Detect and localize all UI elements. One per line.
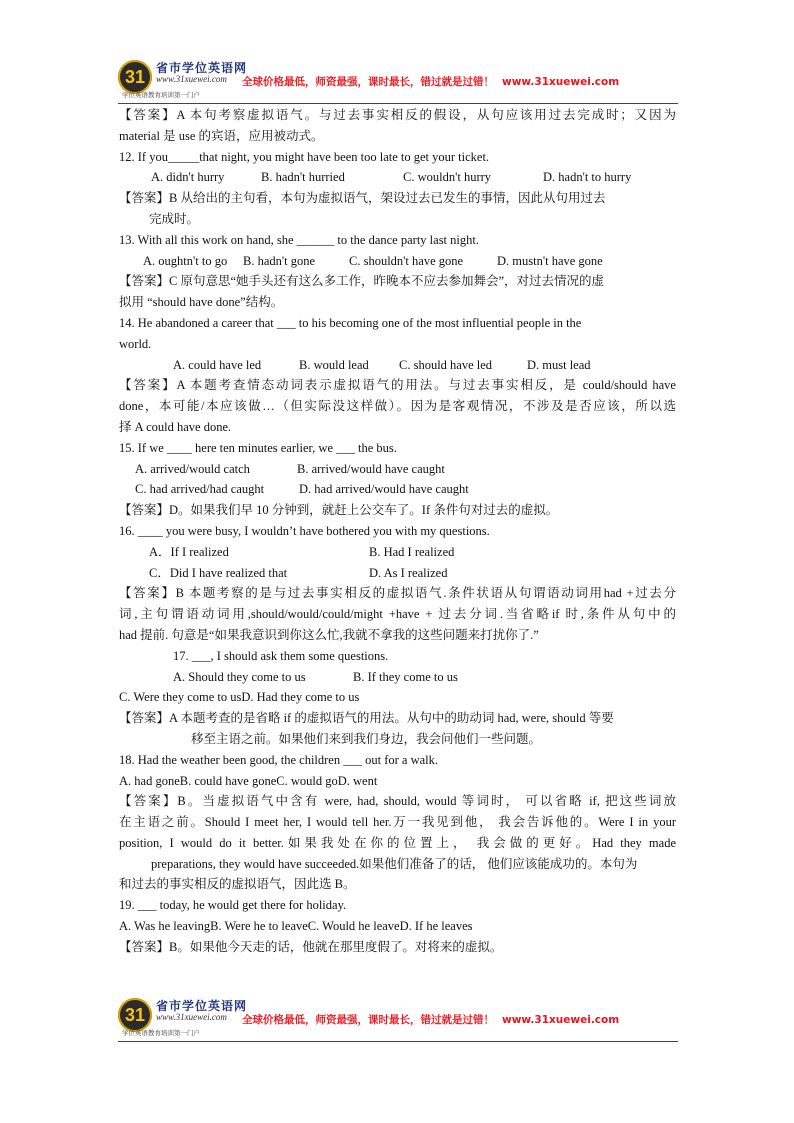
text-line: had 提前. 句意是“如果我意识到你这么忙,我就不拿我的这些问题来打扰你了.” xyxy=(119,627,539,642)
document-body xyxy=(119,105,676,958)
answer-option: D. mustn't have gone xyxy=(497,253,603,268)
text-line: 【答案】B。如果他今天走的话，他就在那里度假了。对将来的虚拟。 xyxy=(119,939,503,954)
text-line: 18. Had the weather been good, the children ___ out for a walk. xyxy=(119,752,438,767)
text-line: 拟用 “should have done”结构。 xyxy=(119,295,284,310)
options-row xyxy=(119,459,676,480)
text-line: 完成时。 xyxy=(149,211,200,226)
text-line: done，本可能/本应该做…（但实际没这样做）。因为是客观情况，不涉及是否应该，所以选 xyxy=(119,399,676,414)
answer-option: A．If I realized xyxy=(149,544,229,559)
page-header-top xyxy=(118,58,678,104)
text-line: material 是 use 的宾语，应用被动式。 xyxy=(119,128,324,143)
answer-option: B. would lead xyxy=(299,357,369,372)
answer-option: C. would go xyxy=(276,773,338,788)
text-line: 择 A could have done. xyxy=(119,419,232,434)
options-row xyxy=(119,771,676,792)
text-line: 【答案】A 本句考察虚拟语气。与过去事实相反的假设，从句应该用过去完成时；又因为 xyxy=(119,108,676,122)
answer-option: D. If he leaves xyxy=(399,919,473,934)
options-row xyxy=(119,687,676,708)
text-line: position, I would do it better.如果我处在你的位置上， 我会做的更好。Had they made xyxy=(119,835,676,850)
answer-option: A. had gone xyxy=(119,773,180,788)
text-line: 词,主句谓语动词用,should/would/could/might +have + 过去分词.当省略if 时,条件从句中的 xyxy=(119,607,676,622)
footer-rule xyxy=(118,1041,678,1042)
options-row xyxy=(119,167,676,188)
text-line: 【答案】D。如果我们早 10 分钟到，就赶上公交车了。If 条件句对过去的虚拟。 xyxy=(119,503,559,518)
answer-option: C. had arrived/had caught xyxy=(135,482,265,497)
answer-option: A. Was he leaving xyxy=(119,919,211,934)
text-line: 在主语之前。Should I meet her, I would tell her.万一我见到他， 我会告诉他的。Were I in your xyxy=(119,815,676,830)
answer-option: B. arrived/would have caught xyxy=(297,461,445,476)
site-logo xyxy=(118,60,248,100)
text-line: 13. With all this work on hand, she ______ to the dance party last night. xyxy=(119,232,479,247)
text-line: 16. ____ you were busy, I wouldn’t have bothered you with my questions. xyxy=(119,523,490,538)
answer-option: C. shouldn't have gone xyxy=(349,253,464,268)
text-line: 15. If we ____ here ten minutes earlier, we ___ the bus. xyxy=(119,440,397,455)
answer-option: B. hadn't hurried xyxy=(261,170,345,185)
answer-option: D. went xyxy=(337,773,378,788)
logo-badge: 31 xyxy=(118,60,152,94)
text-line: 和过去的事实相反的虚拟语气，因此选 B。 xyxy=(119,877,356,892)
header-slogan xyxy=(242,74,619,89)
answer-option: C. wouldn't hurry xyxy=(403,170,492,185)
slogan-text: 全球价格最低，师资最强，课时最长，错过就是过错！ xyxy=(242,76,494,88)
answer-option: D. hadn't to hurry xyxy=(543,170,632,185)
text-line: 移至主语之前。如果他们来到我们身边，我会问他们一些问题。 xyxy=(191,731,542,746)
answer-option: C．Did I have realized that xyxy=(149,565,288,580)
text-line: 【答案】C 原句意思“她手头还有这么多工作，昨晚本不应去参加舞会”，对过去情况的虚 xyxy=(119,274,605,289)
answer-option: A. arrived/would catch xyxy=(135,461,250,476)
footer-slogan-url: www.31xuewei.com xyxy=(502,1014,620,1026)
answer-option: D. Had they come to us xyxy=(241,690,360,705)
text-line: 【答案】B 从给出的主句看，本句为虚拟语气，架设过去已发生的事情，因此从句用过去 xyxy=(119,191,606,206)
slogan-url: www.31xuewei.com xyxy=(502,76,620,88)
logo-tagline: 学位英语教育培训第一门户 xyxy=(122,91,200,99)
text-line: preparations, they would have succeeded.如果他们准备了的话， 他们应该能成功的。本句为 xyxy=(151,856,638,871)
answer-option: B. Had I realized xyxy=(369,544,455,559)
text-line: 12. If you_____that night, you might have been too late to get your ticket. xyxy=(119,149,490,164)
text-line: world. xyxy=(119,336,152,351)
options-row xyxy=(119,251,676,272)
answer-option: A. didn't hurry xyxy=(151,170,225,185)
text-line: 17. ___, I should ask them some questions. xyxy=(173,648,389,663)
answer-option: B. If they come to us xyxy=(353,669,458,684)
footer-site-name: 省市学位英语网 xyxy=(156,999,248,1013)
text-line: 14. He abandoned a career that ___ to his becoming one of the most influential people in the xyxy=(119,315,582,330)
logo-site-name: 省市学位英语网 xyxy=(156,61,248,75)
options-row xyxy=(119,667,676,688)
footer-site-url: www.31xuewei.com xyxy=(156,1012,227,1022)
answer-option: B. could have gone xyxy=(179,773,277,788)
text-line: 【答案】B。当虚拟语气中含有 were, had, should, would 等词时， 可以省略 if, 把这些词放 xyxy=(119,794,676,809)
text-line: 【答案】A 本题考查情态动词表示虚拟语气的用法。与过去事实相反，是 could/should have xyxy=(119,378,676,393)
answer-option: B. Were he to leave xyxy=(210,919,308,934)
text-line: 19. ___ today, he would get there for holiday. xyxy=(119,898,347,913)
logo-site-url: www.31xuewei.com xyxy=(156,74,227,84)
footer-slogan-text: 全球价格最低，师资最强，课时最长，错过就是过错！ xyxy=(242,1014,494,1026)
text-line: 【答案】B 本题考察的是与过去事实相反的虚拟语气.条件状语从句谓语动词用had +过去分 xyxy=(119,586,676,601)
text-line: 【答案】A 本题考查的是省略 if 的虚拟语气的用法。从句中的助动词 had, were, should 等要 xyxy=(119,711,614,726)
footer-logo-badge: 31 xyxy=(118,998,152,1032)
page-footer xyxy=(118,996,678,1042)
answer-option: A. could have led xyxy=(173,357,262,372)
answer-option: D. must lead xyxy=(527,357,591,372)
options-row xyxy=(119,563,676,584)
answer-option: A. Should they come to us xyxy=(173,669,306,684)
header-rule xyxy=(118,103,678,104)
answer-option: A. oughtn't to go xyxy=(143,253,228,268)
answer-option: C. Would he leave xyxy=(307,919,400,934)
answer-option: D. had arrived/would have caught xyxy=(299,482,469,497)
answer-option: C. should have led xyxy=(399,357,493,372)
options-row xyxy=(119,542,676,563)
answer-option: C. Were they come to us xyxy=(119,690,242,705)
answer-option: B. hadn't gone xyxy=(243,253,316,268)
footer-slogan xyxy=(242,1012,619,1027)
footer-tagline: 学位英语教育培训第一门户 xyxy=(122,1029,200,1037)
answer-option: D. As I realized xyxy=(369,565,448,580)
options-row xyxy=(119,479,676,500)
footer-logo xyxy=(118,998,248,1038)
options-row xyxy=(119,355,676,376)
options-row xyxy=(119,916,676,937)
